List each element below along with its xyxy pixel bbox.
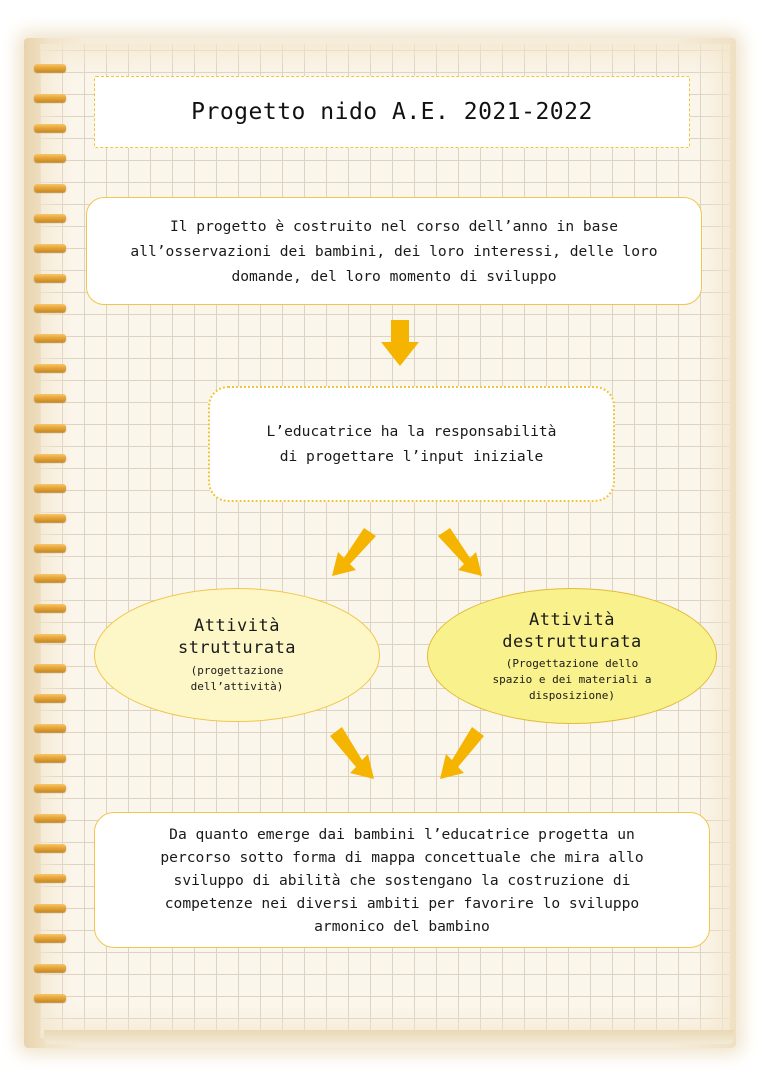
binding-ring: [34, 124, 66, 132]
binding-ring: [34, 184, 66, 192]
box3-line: armonico del bambino: [314, 917, 490, 935]
oval-sub-line: dell’attività): [190, 680, 284, 693]
binding-ring: [34, 604, 66, 612]
oval-sub-line: (progettazione: [190, 664, 284, 677]
binding-ring: [34, 244, 66, 252]
oval-title-line: strutturata: [177, 638, 297, 658]
box3-line: sviluppo di abilità che sostengano la costruzione di: [173, 871, 631, 889]
arrow-down-left-icon: [330, 528, 376, 576]
box1-line: domande, del loro momento di sviluppo: [231, 267, 557, 285]
page-title: [94, 76, 690, 148]
binding-ring: [34, 334, 66, 342]
unstructured-activity-title: [502, 609, 642, 653]
oval-title-line: Attività: [529, 609, 615, 630]
concept-map-box: [94, 812, 710, 948]
binding-ring: [34, 64, 66, 72]
binding-ring: [34, 274, 66, 282]
binding-ring: [34, 304, 66, 312]
box1-line: all’osservazioni dei bambini, dei loro interessi, delle loro: [130, 242, 658, 260]
binding-ring: [34, 964, 66, 972]
box3-line: Da quanto emerge dai bambini l’educatrice progetta un: [169, 825, 635, 843]
box1-line: Il progetto è costruito nel corso dell’anno in base: [169, 217, 619, 235]
oval-title-line: Attività: [194, 616, 280, 636]
binding-ring: [34, 724, 66, 732]
unstructured-activity-subtitle: [493, 656, 652, 704]
arrow-down-right-icon: [330, 727, 376, 779]
binding-ring: [34, 934, 66, 942]
binding-ring: [34, 784, 66, 792]
binding-ring: [34, 874, 66, 882]
arrow-down-left-icon: [438, 727, 484, 779]
unstructured-activity-oval: [427, 588, 717, 724]
binding-ring: [34, 754, 66, 762]
title-text: Progetto nido A.E. 2021-2022: [191, 99, 593, 125]
binding-ring: [34, 214, 66, 222]
binding-ring: [34, 514, 66, 522]
binding-ring: [34, 694, 66, 702]
box3-line: competenze nei diversi ambiti per favorire lo sviluppo: [164, 894, 640, 912]
binding-ring: [34, 904, 66, 912]
educator-responsibility-box: [208, 386, 615, 502]
box3-line: percorso sotto forma di mappa concettuale che mira allo: [160, 848, 644, 866]
binding-ring: [34, 574, 66, 582]
page-bottom-edge: [44, 1030, 734, 1044]
structured-activity-subtitle: [191, 663, 284, 695]
binding-ring: [34, 424, 66, 432]
binding-ring: [34, 814, 66, 822]
structured-activity-title: [178, 615, 296, 659]
binding-ring: [34, 634, 66, 642]
binding-ring: [34, 394, 66, 402]
oval-sub-line: disposizione): [528, 688, 616, 702]
binding-ring: [34, 364, 66, 372]
box2-line: L’educatrice ha la responsabilità: [266, 423, 557, 440]
binding-ring: [34, 664, 66, 672]
structured-activity-oval: [94, 588, 380, 722]
oval-sub-line: (Progettazione dello: [505, 656, 639, 670]
binding-ring: [34, 154, 66, 162]
binding-ring: [34, 94, 66, 102]
binding-ring: [34, 484, 66, 492]
arrow-down-icon: [381, 320, 419, 366]
binding-ring: [34, 844, 66, 852]
project-description-box: [86, 197, 702, 305]
arrow-down-right-icon: [438, 528, 484, 576]
box2-line: di progettare l’input iniziale: [279, 448, 544, 465]
binding-ring: [34, 994, 66, 1002]
oval-sub-line: spazio e dei materiali a: [492, 672, 652, 686]
binding-ring: [34, 454, 66, 462]
binding-ring: [34, 544, 66, 552]
oval-title-line: destrutturata: [502, 631, 642, 652]
